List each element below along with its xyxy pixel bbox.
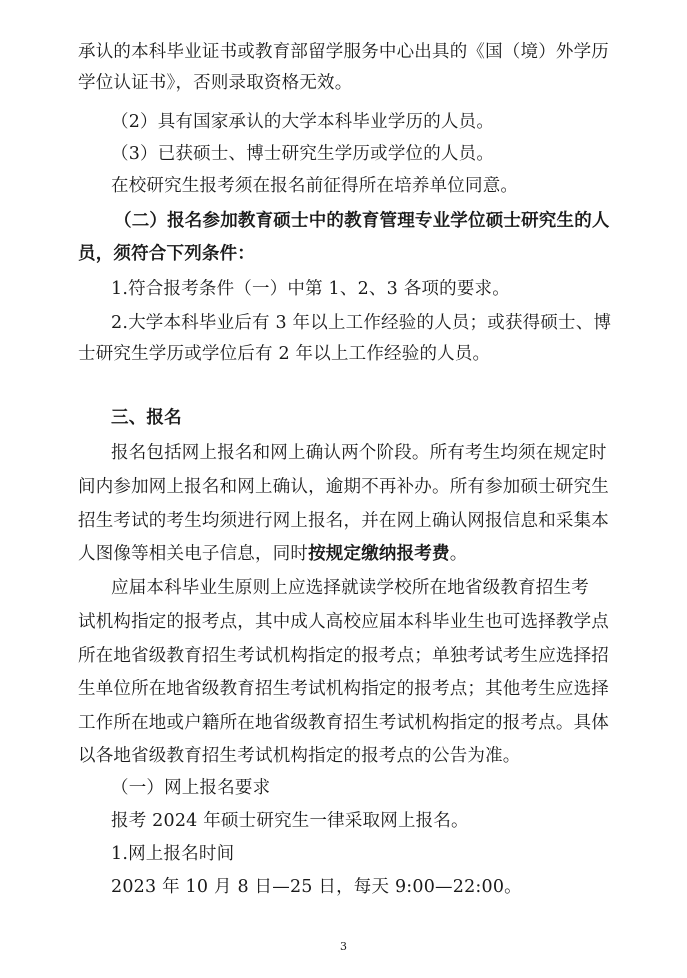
- text-line: 试机构指定的报考点，其中成人高校应届本科毕业生也可选择教学点: [78, 612, 609, 632]
- text-line: 2.大学本科毕业后有 3 年以上工作经验的人员；或获得硕士、博: [111, 313, 612, 333]
- text-line: 报考 2024 年硕士研究生一律采取网上报名。: [111, 811, 469, 831]
- text-line: 工作所在地或户籍所在地省级教育招生考试机构指定的报考点。具体: [78, 713, 609, 733]
- page-number: 3: [340, 940, 347, 953]
- text-line: 在校研究生报考须在报名前征得所在培养单位同意。: [111, 176, 519, 196]
- emphasis-text: 按规定缴纳报考费: [308, 544, 450, 564]
- text-line: 1.网上报名时间: [111, 844, 235, 864]
- section-heading: 三、报名: [111, 408, 182, 428]
- section-heading: 员，须符合下列条件：: [78, 244, 255, 264]
- text-line: [78, 543, 467, 565]
- text-line: 应届本科毕业生原则上应选择就读学校所在地省级教育招生考: [111, 578, 589, 598]
- text-line: 士研究生学历或学位后有 2 年以上工作经验的人员。: [78, 344, 491, 364]
- text-line: 所在地省级教育招生考试机构指定的报考点；单独考试考生应选择招: [78, 646, 609, 666]
- text-line: （2）具有国家承认的大学本科毕业学历的人员。: [111, 112, 495, 132]
- text-line: 2023 年 10 月 8 日—25 日，每天 9:00—22:00。: [111, 877, 522, 897]
- text-line: （3）已获硕士、博士研究生学历或学位的人员。: [111, 144, 495, 164]
- subsection-heading: （一）网上报名要求: [111, 778, 271, 798]
- text-segment: 人图像等相关电子信息，同时: [78, 544, 309, 564]
- text-line: 招生考试的考生均须进行网上报名，并在网上确认网报信息和采集本: [78, 511, 609, 531]
- text-line: 报名包括网上报名和网上确认两个阶段。所有考生均须在规定时: [111, 443, 607, 463]
- text-segment: 。: [449, 544, 468, 564]
- section-heading: （二）报名参加教育硕士中的教育管理专业学位硕士研究生的人: [114, 211, 610, 231]
- text-line: 承认的本科毕业证书或教育部留学服务中心出具的《国（境）外学历: [78, 42, 609, 62]
- text-line: 生单位所在地省级教育招生考试机构指定的报考点；其他考生应选择: [78, 679, 609, 699]
- text-line: 间内参加网上报名和网上确认，逾期不再补办。所有参加硕士研究生: [78, 477, 609, 497]
- text-line: 以各地省级教育招生考试机构指定的报考点的公告为准。: [78, 746, 521, 766]
- text-line: 1.符合报考条件（一）中第 1、2、3 各项的要求。: [111, 279, 510, 299]
- text-line: 学位认证书》，否则录取资格无效。: [78, 73, 353, 93]
